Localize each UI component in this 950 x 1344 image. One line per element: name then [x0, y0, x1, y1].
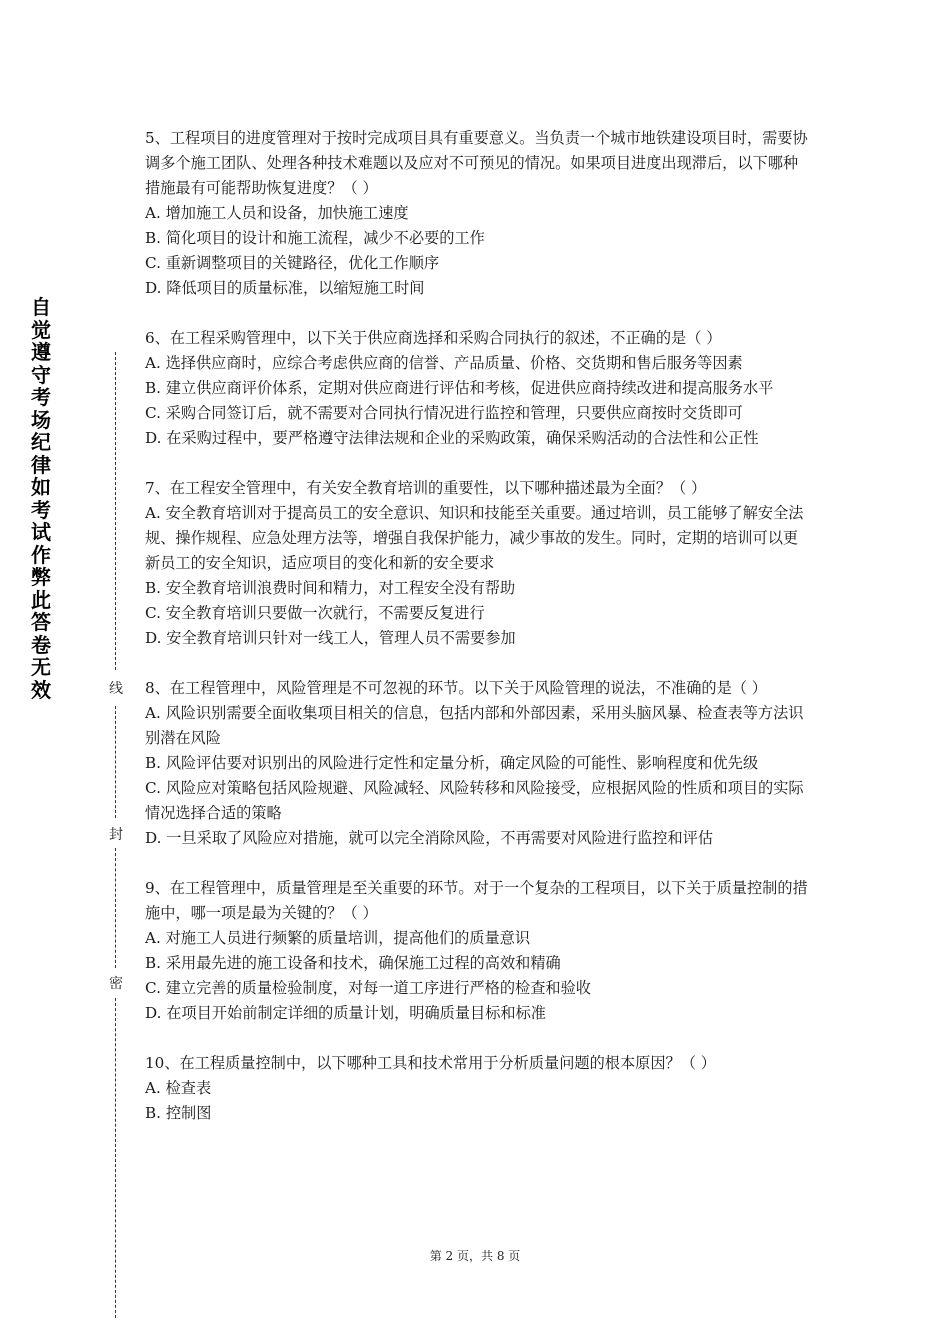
option-a: A. 风险识别需要全面收集项目相关的信息，包括内部和外部因素，采用头脑风暴、检查表等方法识别潜在风险 — [145, 704, 804, 747]
option-a: A. 安全教育培训对于提高员工的安全意识、知识和技能至关重要。通过培训，员工能够了解安全法规、操作规程、应急处理方法等，增强自我保护能力，减少事故的发生。同时，定期的培训可以更新员工的安全知识，适应项目的变化和新的安全要求 — [145, 504, 804, 572]
seal-line-segment — [115, 706, 116, 818]
option-b: B. 简化项目的设计和施工流程，减少不必要的工作 — [145, 229, 485, 247]
question-7 — [145, 476, 810, 651]
option-d: D. 在项目开始前制定详细的质量计划，明确质量目标和标准 — [145, 1004, 546, 1022]
seal-line-segment — [115, 848, 116, 968]
option-a: A. 检查表 — [145, 1079, 212, 1097]
option-c: C. 安全教育培训只要做一次就行，不需要反复进行 — [145, 604, 485, 622]
question-list — [145, 126, 810, 1151]
question-9 — [145, 876, 810, 1026]
question-10 — [145, 1051, 810, 1126]
option-d: D. 安全教育培训只针对一线工人，管理人员不需要参加 — [145, 629, 516, 647]
question-stem: 5、工程项目的进度管理对于按时完成项目具有重要意义。当负责一个城市地铁建设项目时，需要协调多个施工团队、处理各种技术难题以及应对不可预见的情况。如果项目进度出现滞后，以下哪种措施最有可能帮助恢复进度？（ ） — [145, 129, 808, 197]
option-b: B. 控制图 — [145, 1104, 212, 1122]
option-d: D. 在采购过程中，要严格遵守法律法规和企业的采购政策，确保采购活动的合法性和公正性 — [145, 429, 759, 447]
option-c: C. 重新调整项目的关键路径，优化工作顺序 — [145, 254, 440, 272]
question-stem: 6、在工程采购管理中，以下关于供应商选择和采购合同执行的叙述，不正确的是（ ） — [145, 329, 722, 347]
question-stem: 10、在工程质量控制中，以下哪种工具和技术常用于分析质量问题的根本原因？（ ） — [145, 1054, 716, 1072]
option-b: B. 风险评估要对识别出的风险进行定性和定量分析，确定风险的可能性、影响程度和优先级 — [145, 754, 759, 772]
option-a: A. 选择供应商时，应综合考虑供应商的信誉、产品质量、价格、交货期和售后服务等因素 — [145, 354, 743, 372]
seal-line-segment — [115, 998, 116, 1318]
question-stem: 9、在工程管理中，质量管理是至关重要的环节。对于一个复杂的工程项目，以下关于质量控制的措施中，哪一项是最为关键的？（ ） — [145, 879, 808, 922]
seal-label-secret: 密 — [106, 975, 126, 993]
question-stem: 7、在工程安全管理中，有关安全教育培训的重要性，以下哪种描述最为全面？（ ） — [145, 479, 707, 497]
option-b: B. 建立供应商评价体系，定期对供应商进行评估和考核，促进供应商持续改进和提高服务水平 — [145, 379, 774, 397]
exam-discipline-warning: 自觉遵守考场纪律如考试作弊此答卷无效 — [31, 295, 51, 702]
question-6 — [145, 326, 810, 451]
question-8 — [145, 676, 810, 851]
option-d: D. 一旦采取了风险应对措施，就可以完全消除风险，不再需要对风险进行监控和评估 — [145, 829, 714, 847]
seal-label-seal: 封 — [106, 826, 126, 844]
question-stem: 8、在工程管理中，风险管理是不可忽视的环节。以下关于风险管理的说法，不准确的是（ ） — [145, 679, 767, 697]
option-b: B. 安全教育培训浪费时间和精力，对工程安全没有帮助 — [145, 579, 516, 597]
option-b: B. 采用最先进的施工设备和技术，确保施工过程的高效和精确 — [145, 954, 561, 972]
option-c: C. 建立完善的质量检验制度，对每一道工序进行严格的检查和验收 — [145, 979, 591, 997]
seal-line-segment — [115, 352, 116, 670]
option-c: C. 风险应对策略包括风险规避、风险减轻、风险转移和风险接受，应根据风险的性质和项目的实际情况选择合适的策略 — [145, 779, 804, 822]
option-c: C. 采购合同签订后，就不需要对合同执行情况进行监控和管理，只要供应商按时交货即可 — [145, 404, 743, 422]
question-5 — [145, 126, 810, 301]
seal-label-line: 线 — [106, 680, 126, 698]
page-number: 第 2 页，共 8 页 — [429, 1249, 521, 1263]
option-d: D. 降低项目的质量标准，以缩短施工时间 — [145, 279, 425, 297]
option-a: A. 增加施工人员和设备，加快施工速度 — [145, 204, 409, 222]
option-a: A. 对施工人员进行频繁的质量培训，提高他们的质量意识 — [145, 929, 531, 947]
